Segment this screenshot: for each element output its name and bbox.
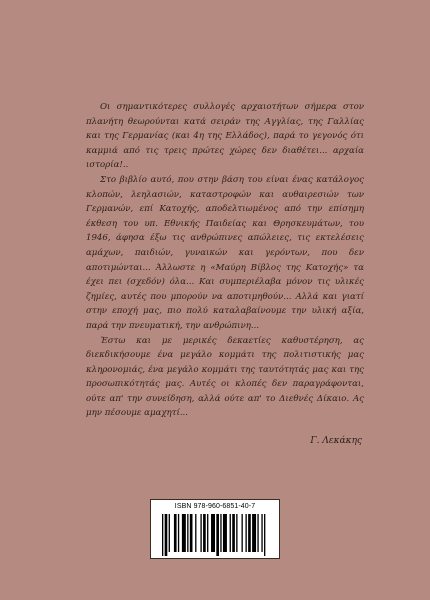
barcode-bar [207, 514, 208, 552]
isbn-number: ISBN 978-960-6851-40-7 [174, 503, 256, 510]
barcode-bar [169, 514, 170, 552]
author-signature: Γ. Λεκάκης [310, 436, 362, 446]
barcode-bar [211, 514, 215, 552]
barcode-bar [195, 514, 196, 552]
barcode-bar [187, 514, 188, 552]
barcode-bar [242, 514, 243, 552]
barcode-bar [165, 514, 168, 556]
barcode-bar [236, 514, 237, 552]
barcode-bar [178, 514, 179, 552]
blurb-paragraph: Έστω και με μερικές δεκαετίες καθυστέρηση, ας διεκδικήσουμε ένα μεγάλο κομμάτι της πολιτιστικής μας κληρονομιάς, ένα μεγάλο κομμάτι της ταυτότητάς μας και της προσωπικότητάς μας. Αυτές οι κλοπές δεν παραγράφονται, ούτε απ' την συνείδηση, αλλά ούτε απ' το Διεθνές Δίκαιο. Ας μην πέσουμε αμαχητί... [86, 335, 364, 419]
barcode-bar [174, 514, 177, 552]
barcode-bar [162, 514, 163, 556]
barcode-bar [257, 514, 258, 552]
barcode-bar [248, 514, 251, 552]
barcode-bar [245, 514, 246, 552]
barcode-bar [190, 514, 193, 552]
barcode-bar [216, 514, 219, 556]
barcode-bar [232, 514, 235, 552]
barcode-bar [264, 514, 265, 556]
barcode-bar [182, 514, 186, 552]
barcode-bar [203, 514, 206, 552]
barcode-bar [223, 514, 227, 552]
barcode-bar [261, 514, 262, 552]
blurb-paragraph: Οι σημαντικότερες συλλογές αρχαιοτήτων σήμερα στον πλανήτη θεωρούνται κατά σειράν της Αγγλίας, της Γαλλίας και της Γερμανίας (και 4η της Ελλάδος), παρά το γεγονός ότι καμμιά από τις τρεις πρώτες χώρες δεν διαθέτει... αρχαία ιστορία!.. [86, 102, 364, 171]
blurb-paragraph: Στο βιβλίο αυτό, που στην βάση του είναι ένας κατάλογος κλοπών, λεηλασιών, καταστροφών και αυθαιρεσιών των Γερμανών, επί Κατοχής, αποδελτιωμένος από την επίσημη έκθεση του υπ. Εθνικής Παιδείας και Θρησκευμάτων, του 1946, άφησα έξω τις ανθρώπινες απώλειες, τις εκτελέσεις αμάχων, παιδιών, γυναικών και γερόντων, που δεν αποτιμώνται... Άλλωστε η «Μαύρη Βίβλος της Κατοχής» τα έχει πει (σχεδόν) όλα... Και συμπεριέλαβα μόνον τις υλικές ζημίες, αυτές που μπορούν να αποτιμηθούν... Αλλά και γιατί στην εποχή μας, πιο πολύ καταλαβαίνουμε την υλική αξία, παρά την πνευματική, την ανθρώπινη... [86, 174, 364, 331]
barcode-icon [161, 514, 269, 556]
isbn-barcode-box [150, 499, 280, 559]
barcode-bar [230, 514, 231, 552]
blurb-text [86, 100, 364, 421]
barcode-bar [252, 514, 256, 552]
barcode-bar [200, 514, 201, 552]
barcode-bar [220, 514, 221, 552]
